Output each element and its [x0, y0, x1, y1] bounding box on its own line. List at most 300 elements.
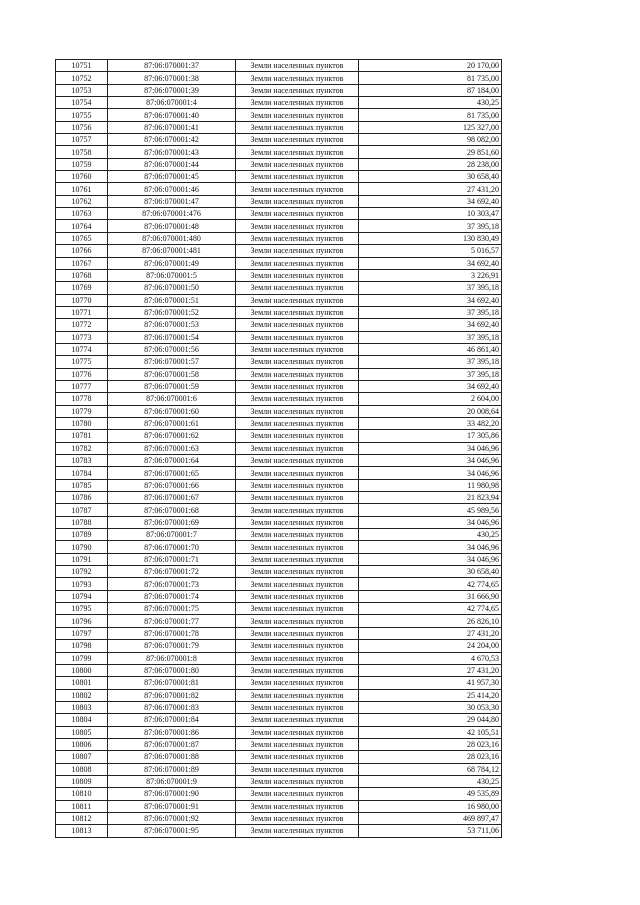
cadastral-number-cell: 87:06:070001:8 [108, 652, 236, 664]
row-number-cell: 10807 [56, 751, 108, 763]
cadastral-value-cell: 42 105,51 [359, 726, 502, 738]
table-row [56, 455, 502, 467]
cadastral-number-cell: 87:06:070001:50 [108, 282, 236, 294]
land-category-cell: Земли населенных пунктов [236, 714, 359, 726]
row-number-cell: 10762 [56, 195, 108, 207]
cadastral-value-cell: 4 670,53 [359, 652, 502, 664]
land-category-cell: Земли населенных пунктов [236, 566, 359, 578]
land-category-cell: Земли населенных пунктов [236, 738, 359, 750]
cadastral-number-cell: 87:06:070001:92 [108, 812, 236, 824]
table-row [56, 726, 502, 738]
table-row [56, 738, 502, 750]
row-number-cell: 10792 [56, 566, 108, 578]
cadastral-value-cell: 469 897,47 [359, 812, 502, 824]
table-row [56, 368, 502, 380]
row-number-cell: 10791 [56, 553, 108, 565]
cadastral-value-cell: 42 774,65 [359, 578, 502, 590]
row-number-cell: 10770 [56, 294, 108, 306]
cadastral-value-cell: 28 238,00 [359, 158, 502, 170]
row-number-cell: 10799 [56, 652, 108, 664]
cadastral-value-cell: 430,25 [359, 529, 502, 541]
cadastral-value-cell: 29 044,80 [359, 714, 502, 726]
table-row [56, 467, 502, 479]
cadastral-value-cell: 26 826,10 [359, 615, 502, 627]
row-number-cell: 10761 [56, 183, 108, 195]
table-row [56, 640, 502, 652]
land-category-cell: Земли населенных пунктов [236, 578, 359, 590]
cadastral-value-cell: 11 980,98 [359, 479, 502, 491]
table-row [56, 72, 502, 84]
cadastral-number-cell: 87:06:070001:41 [108, 121, 236, 133]
table-row [56, 590, 502, 602]
row-number-cell: 10785 [56, 479, 108, 491]
land-category-cell: Земли населенных пунктов [236, 294, 359, 306]
table-row [56, 566, 502, 578]
table-row [56, 714, 502, 726]
table-row [56, 788, 502, 800]
row-number-cell: 10756 [56, 121, 108, 133]
land-category-cell: Земли населенных пунктов [236, 615, 359, 627]
cadastral-value-cell: 42 774,65 [359, 603, 502, 615]
cadastral-value-cell: 430,25 [359, 97, 502, 109]
land-category-cell: Земли населенных пунктов [236, 775, 359, 787]
row-number-cell: 10753 [56, 84, 108, 96]
cadastral-value-cell: 27 431,20 [359, 664, 502, 676]
table-row [56, 257, 502, 269]
cadastral-number-cell: 87:06:070001:46 [108, 183, 236, 195]
cadastral-number-cell: 87:06:070001:44 [108, 158, 236, 170]
cadastral-value-cell: 34 692,40 [359, 319, 502, 331]
row-number-cell: 10755 [56, 109, 108, 121]
land-category-cell: Земли населенных пунктов [236, 553, 359, 565]
cadastral-number-cell: 87:06:070001:82 [108, 689, 236, 701]
cadastral-number-cell: 87:06:070001:52 [108, 306, 236, 318]
row-number-cell: 10813 [56, 825, 108, 837]
cadastral-number-cell: 87:06:070001:86 [108, 726, 236, 738]
land-category-cell: Земли населенных пунктов [236, 652, 359, 664]
row-number-cell: 10790 [56, 541, 108, 553]
table-row [56, 677, 502, 689]
table-row [56, 158, 502, 170]
table-row [56, 529, 502, 541]
land-category-cell: Земли населенных пунктов [236, 121, 359, 133]
cadastral-value-cell: 87 184,00 [359, 84, 502, 96]
row-number-cell: 10766 [56, 245, 108, 257]
cadastral-number-cell: 87:06:070001:65 [108, 467, 236, 479]
cadastral-number-cell: 87:06:070001:58 [108, 368, 236, 380]
table-row [56, 331, 502, 343]
cadastral-number-cell: 87:06:070001:61 [108, 417, 236, 429]
table-row [56, 109, 502, 121]
row-number-cell: 10774 [56, 343, 108, 355]
cadastral-number-cell: 87:06:070001:70 [108, 541, 236, 553]
cadastral-number-cell: 87:06:070001:40 [108, 109, 236, 121]
land-category-cell: Земли населенных пунктов [236, 183, 359, 195]
cadastral-value-cell: 27 431,20 [359, 627, 502, 639]
land-category-cell: Земли населенных пунктов [236, 788, 359, 800]
table-row [56, 60, 502, 72]
row-number-cell: 10787 [56, 504, 108, 516]
cadastral-number-cell: 87:06:070001:67 [108, 492, 236, 504]
cadastral-number-cell: 87:06:070001:37 [108, 60, 236, 72]
land-category-cell: Земли населенных пунктов [236, 331, 359, 343]
table-row [56, 751, 502, 763]
row-number-cell: 10810 [56, 788, 108, 800]
table-row [56, 664, 502, 676]
land-category-cell: Земли населенных пунктов [236, 479, 359, 491]
table-row [56, 775, 502, 787]
land-category-cell: Земли населенных пунктов [236, 245, 359, 257]
table-row [56, 578, 502, 590]
land-category-cell: Земли населенных пунктов [236, 343, 359, 355]
land-category-cell: Земли населенных пунктов [236, 812, 359, 824]
cadastral-value-cell: 53 711,06 [359, 825, 502, 837]
cadastral-value-cell: 3 226,91 [359, 269, 502, 281]
cadastral-value-cell: 49 535,89 [359, 788, 502, 800]
table-row [56, 430, 502, 442]
cadastral-number-cell: 87:06:070001:59 [108, 380, 236, 392]
row-number-cell: 10800 [56, 664, 108, 676]
cadastral-value-cell: 34 046,96 [359, 467, 502, 479]
land-category-cell: Земли населенных пунктов [236, 97, 359, 109]
land-category-cell: Земли населенных пунктов [236, 640, 359, 652]
table-row [56, 812, 502, 824]
cadastral-value-cell: 33 482,20 [359, 417, 502, 429]
cadastral-value-cell: 16 980,00 [359, 800, 502, 812]
row-number-cell: 10780 [56, 417, 108, 429]
row-number-cell: 10803 [56, 701, 108, 713]
table-row [56, 800, 502, 812]
cadastral-number-cell: 87:06:070001:66 [108, 479, 236, 491]
row-number-cell: 10782 [56, 442, 108, 454]
land-category-cell: Земли населенных пунктов [236, 529, 359, 541]
cadastral-number-cell: 87:06:070001:43 [108, 146, 236, 158]
cadastral-value-cell: 125 327,00 [359, 121, 502, 133]
cadastral-number-cell: 87:06:070001:7 [108, 529, 236, 541]
cadastral-value-cell: 34 046,96 [359, 442, 502, 454]
table-row [56, 294, 502, 306]
row-number-cell: 10812 [56, 812, 108, 824]
row-number-cell: 10808 [56, 763, 108, 775]
land-category-cell: Земли населенных пунктов [236, 195, 359, 207]
table-row [56, 195, 502, 207]
land-category-cell: Земли населенных пунктов [236, 109, 359, 121]
cadastral-number-cell: 87:06:070001:71 [108, 553, 236, 565]
land-category-cell: Земли населенных пунктов [236, 726, 359, 738]
cadastral-number-cell: 87:06:070001:88 [108, 751, 236, 763]
cadastral-number-cell: 87:06:070001:480 [108, 232, 236, 244]
cadastral-value-cell: 25 414,20 [359, 689, 502, 701]
row-number-cell: 10758 [56, 146, 108, 158]
table-row [56, 208, 502, 220]
land-category-cell: Земли населенных пунктов [236, 825, 359, 837]
row-number-cell: 10806 [56, 738, 108, 750]
table-row [56, 652, 502, 664]
cadastral-value-cell: 37 395,18 [359, 282, 502, 294]
row-number-cell: 10779 [56, 405, 108, 417]
row-number-cell: 10776 [56, 368, 108, 380]
cadastral-value-cell: 81 735,00 [359, 72, 502, 84]
cadastral-value-cell: 46 861,40 [359, 343, 502, 355]
land-category-cell: Земли населенных пунктов [236, 60, 359, 72]
cadastral-number-cell: 87:06:070001:81 [108, 677, 236, 689]
cadastral-number-cell: 87:06:070001:89 [108, 763, 236, 775]
row-number-cell: 10771 [56, 306, 108, 318]
land-category-cell: Земли населенных пунктов [236, 72, 359, 84]
table-row [56, 319, 502, 331]
cadastral-number-cell: 87:06:070001:38 [108, 72, 236, 84]
land-category-cell: Земли населенных пунктов [236, 689, 359, 701]
land-category-cell: Земли населенных пунктов [236, 134, 359, 146]
row-number-cell: 10764 [56, 220, 108, 232]
cadastral-number-cell: 87:06:070001:84 [108, 714, 236, 726]
table-row [56, 553, 502, 565]
row-number-cell: 10797 [56, 627, 108, 639]
cadastral-number-cell: 87:06:070001:83 [108, 701, 236, 713]
land-category-cell: Земли населенных пунктов [236, 664, 359, 676]
cadastral-value-cell: 37 395,18 [359, 368, 502, 380]
row-number-cell: 10751 [56, 60, 108, 72]
cadastral-number-cell: 87:06:070001:87 [108, 738, 236, 750]
land-category-cell: Земли населенных пунктов [236, 356, 359, 368]
row-number-cell: 10767 [56, 257, 108, 269]
land-category-cell: Земли населенных пунктов [236, 220, 359, 232]
table-row [56, 183, 502, 195]
cadastral-value-cell: 24 204,00 [359, 640, 502, 652]
land-category-cell: Земли населенных пунктов [236, 146, 359, 158]
cadastral-number-cell: 87:06:070001:78 [108, 627, 236, 639]
cadastral-number-cell: 87:06:070001:57 [108, 356, 236, 368]
cadastral-value-cell: 34 692,40 [359, 294, 502, 306]
cadastral-value-cell: 34 692,40 [359, 195, 502, 207]
cadastral-number-cell: 87:06:070001:75 [108, 603, 236, 615]
table-row [56, 417, 502, 429]
cadastral-number-cell: 87:06:070001:79 [108, 640, 236, 652]
cadastral-number-cell: 87:06:070001:48 [108, 220, 236, 232]
table-row [56, 134, 502, 146]
row-number-cell: 10769 [56, 282, 108, 294]
row-number-cell: 10772 [56, 319, 108, 331]
land-category-cell: Земли населенных пунктов [236, 763, 359, 775]
cadastral-number-cell: 87:06:070001:69 [108, 516, 236, 528]
land-category-cell: Земли населенных пунктов [236, 455, 359, 467]
land-category-cell: Земли населенных пунктов [236, 208, 359, 220]
cadastral-number-cell: 87:06:070001:72 [108, 566, 236, 578]
land-category-cell: Земли населенных пунктов [236, 677, 359, 689]
cadastral-value-cell: 98 082,00 [359, 134, 502, 146]
row-number-cell: 10811 [56, 800, 108, 812]
table-row [56, 282, 502, 294]
land-category-cell: Земли населенных пунктов [236, 430, 359, 442]
row-number-cell: 10775 [56, 356, 108, 368]
row-number-cell: 10809 [56, 775, 108, 787]
cadastral-value-cell: 10 303,47 [359, 208, 502, 220]
land-category-cell: Земли населенных пунктов [236, 380, 359, 392]
cadastral-value-cell: 430,25 [359, 775, 502, 787]
cadastral-value-cell: 31 666,90 [359, 590, 502, 602]
row-number-cell: 10786 [56, 492, 108, 504]
row-number-cell: 10794 [56, 590, 108, 602]
land-category-cell: Земли населенных пунктов [236, 393, 359, 405]
cadastral-number-cell: 87:06:070001:60 [108, 405, 236, 417]
cadastral-number-cell: 87:06:070001:95 [108, 825, 236, 837]
land-category-cell: Земли населенных пунктов [236, 516, 359, 528]
cadastral-value-cell: 68 784,12 [359, 763, 502, 775]
row-number-cell: 10793 [56, 578, 108, 590]
cadastral-value-cell: 29 851,60 [359, 146, 502, 158]
row-number-cell: 10752 [56, 72, 108, 84]
table-row [56, 492, 502, 504]
land-category-cell: Земли населенных пунктов [236, 306, 359, 318]
table-row [56, 689, 502, 701]
cadastral-value-cell: 5 016,57 [359, 245, 502, 257]
row-number-cell: 10784 [56, 467, 108, 479]
land-category-cell: Земли населенных пунктов [236, 603, 359, 615]
cadastral-value-cell: 30 053,30 [359, 701, 502, 713]
cadastral-number-cell: 87:06:070001:9 [108, 775, 236, 787]
cadastral-number-cell: 87:06:070001:481 [108, 245, 236, 257]
row-number-cell: 10804 [56, 714, 108, 726]
table-row [56, 825, 502, 837]
cadastral-value-cell: 21 823,94 [359, 492, 502, 504]
table-row [56, 269, 502, 281]
row-number-cell: 10805 [56, 726, 108, 738]
table-row [56, 380, 502, 392]
cadastral-number-cell: 87:06:070001:49 [108, 257, 236, 269]
land-category-cell: Земли населенных пунктов [236, 257, 359, 269]
land-category-cell: Земли населенных пунктов [236, 751, 359, 763]
cadastral-number-cell: 87:06:070001:91 [108, 800, 236, 812]
land-category-cell: Земли населенных пунктов [236, 269, 359, 281]
table-row [56, 516, 502, 528]
table-row [56, 393, 502, 405]
table-body [56, 60, 502, 838]
cadastral-value-cell: 34 046,96 [359, 541, 502, 553]
table-row [56, 356, 502, 368]
row-number-cell: 10754 [56, 97, 108, 109]
row-number-cell: 10773 [56, 331, 108, 343]
land-category-cell: Земли населенных пунктов [236, 171, 359, 183]
table-row [56, 146, 502, 158]
row-number-cell: 10796 [56, 615, 108, 627]
table-row [56, 615, 502, 627]
row-number-cell: 10777 [56, 380, 108, 392]
cadastral-number-cell: 87:06:070001:4 [108, 97, 236, 109]
row-number-cell: 10781 [56, 430, 108, 442]
table-row [56, 121, 502, 133]
land-category-cell: Земли населенных пунктов [236, 232, 359, 244]
table-row [56, 405, 502, 417]
row-number-cell: 10760 [56, 171, 108, 183]
cadastral-number-cell: 87:06:070001:53 [108, 319, 236, 331]
cadastral-value-cell: 130 830,49 [359, 232, 502, 244]
land-category-cell: Земли населенных пунктов [236, 282, 359, 294]
table-row [56, 306, 502, 318]
cadastral-value-cell: 34 046,96 [359, 516, 502, 528]
cadastral-number-cell: 87:06:070001:74 [108, 590, 236, 602]
row-number-cell: 10802 [56, 689, 108, 701]
cadastral-value-cell: 30 658,40 [359, 171, 502, 183]
cadastral-number-cell: 87:06:070001:90 [108, 788, 236, 800]
table-row [56, 97, 502, 109]
row-number-cell: 10757 [56, 134, 108, 146]
cadastral-number-cell: 87:06:070001:68 [108, 504, 236, 516]
cadastral-number-cell: 87:06:070001:77 [108, 615, 236, 627]
cadastral-number-cell: 87:06:070001:64 [108, 455, 236, 467]
cadastral-value-cell: 2 604,00 [359, 393, 502, 405]
row-number-cell: 10801 [56, 677, 108, 689]
land-category-cell: Земли населенных пунктов [236, 368, 359, 380]
cadastral-value-cell: 20 008,64 [359, 405, 502, 417]
table-row [56, 541, 502, 553]
cadastral-value-cell: 27 431,20 [359, 183, 502, 195]
cadastral-number-cell: 87:06:070001:54 [108, 331, 236, 343]
table-row [56, 245, 502, 257]
cadastral-number-cell: 87:06:070001:63 [108, 442, 236, 454]
cadastral-value-cell: 45 989,56 [359, 504, 502, 516]
land-category-cell: Земли населенных пунктов [236, 492, 359, 504]
table-row [56, 232, 502, 244]
cadastral-number-cell: 87:06:070001:476 [108, 208, 236, 220]
land-category-cell: Земли населенных пунктов [236, 442, 359, 454]
cadastral-number-cell: 87:06:070001:62 [108, 430, 236, 442]
cadastral-number-cell: 87:06:070001:80 [108, 664, 236, 676]
cadastral-value-cell: 37 395,18 [359, 220, 502, 232]
row-number-cell: 10798 [56, 640, 108, 652]
cadastral-value-cell: 37 395,18 [359, 356, 502, 368]
cadastral-number-cell: 87:06:070001:39 [108, 84, 236, 96]
cadastral-value-cell: 34 692,40 [359, 380, 502, 392]
cadastral-value-cell: 37 395,18 [359, 306, 502, 318]
table-row [56, 627, 502, 639]
cadastral-number-cell: 87:06:070001:45 [108, 171, 236, 183]
land-category-cell: Земли населенных пунктов [236, 504, 359, 516]
land-category-cell: Земли населенных пунктов [236, 84, 359, 96]
table-row [56, 763, 502, 775]
cadastral-value-cell: 34 046,96 [359, 553, 502, 565]
table-row [56, 442, 502, 454]
land-category-cell: Земли населенных пунктов [236, 590, 359, 602]
land-category-cell: Земли населенных пунктов [236, 417, 359, 429]
cadastral-value-cell: 34 692,40 [359, 257, 502, 269]
row-number-cell: 10783 [56, 455, 108, 467]
row-number-cell: 10795 [56, 603, 108, 615]
cadastral-number-cell: 87:06:070001:73 [108, 578, 236, 590]
row-number-cell: 10789 [56, 529, 108, 541]
land-category-cell: Земли населенных пунктов [236, 405, 359, 417]
table-row [56, 84, 502, 96]
cadastral-value-cell: 17 305,86 [359, 430, 502, 442]
land-category-cell: Земли населенных пунктов [236, 701, 359, 713]
cadastral-value-cell: 20 170,00 [359, 60, 502, 72]
row-number-cell: 10768 [56, 269, 108, 281]
cadastral-value-cell: 28 023,16 [359, 751, 502, 763]
cadastral-value-cell: 81 735,00 [359, 109, 502, 121]
land-category-cell: Земли населенных пунктов [236, 467, 359, 479]
row-number-cell: 10778 [56, 393, 108, 405]
table-row [56, 343, 502, 355]
land-category-cell: Земли населенных пунктов [236, 800, 359, 812]
table-row [56, 220, 502, 232]
row-number-cell: 10759 [56, 158, 108, 170]
row-number-cell: 10763 [56, 208, 108, 220]
land-category-cell: Земли населенных пунктов [236, 627, 359, 639]
table-row [56, 479, 502, 491]
table-row [56, 504, 502, 516]
cadastral-value-cell: 34 046,96 [359, 455, 502, 467]
cadastral-number-cell: 87:06:070001:47 [108, 195, 236, 207]
table-row [56, 171, 502, 183]
